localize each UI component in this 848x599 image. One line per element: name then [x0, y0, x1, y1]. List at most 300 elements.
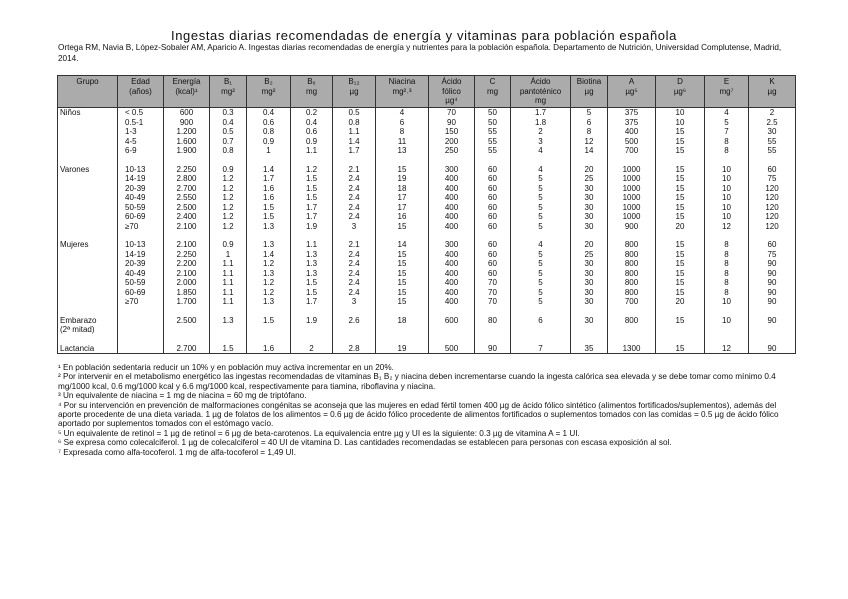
- table-cell: 300: [429, 240, 475, 250]
- table-cell: 15: [656, 127, 705, 137]
- table-cell: 1.1: [210, 278, 247, 288]
- column-header-line: mg²: [261, 86, 276, 96]
- table-cell: 2.400: [164, 212, 210, 222]
- table-cell: 30: [571, 222, 608, 232]
- table-cell: [656, 325, 705, 335]
- table-cell: 300: [429, 165, 475, 175]
- table-cell: 15: [376, 278, 429, 288]
- table-cell: 15: [656, 288, 705, 298]
- table-cell: 60: [475, 240, 511, 250]
- table-cell: 1.4: [247, 250, 291, 260]
- table-cell: 1.2: [210, 193, 247, 203]
- table-cell: 15: [376, 250, 429, 260]
- table-cell: 60: [475, 165, 511, 175]
- table-cell: 15: [376, 288, 429, 298]
- table-cell: 1.7: [247, 174, 291, 184]
- spacer-cell: [291, 231, 333, 240]
- table-cell: 3: [333, 222, 376, 232]
- table-cell: 1000: [608, 165, 656, 175]
- table-cell: 20: [656, 297, 705, 307]
- table-cell: 2.4: [333, 278, 376, 288]
- table-cell: [58, 212, 118, 222]
- table-cell: 50: [475, 108, 511, 118]
- column-header-line: K: [769, 77, 775, 86]
- column-header: [247, 76, 291, 108]
- table-cell: 15: [656, 278, 705, 288]
- table-cell: 60: [475, 222, 511, 232]
- column-header-line: (años): [129, 86, 152, 96]
- table-cell: 1.3: [291, 259, 333, 269]
- table-cell: 2.4: [333, 269, 376, 279]
- table-row: [58, 269, 796, 279]
- table-cell: 4: [376, 108, 429, 118]
- table-row: [58, 222, 796, 232]
- table-cell: 800: [608, 250, 656, 260]
- table-cell: 10: [656, 118, 705, 128]
- table-cell: 120: [749, 222, 796, 232]
- table-cell: 1.1: [210, 297, 247, 307]
- table-cell: 35: [571, 344, 608, 354]
- table-cell: 10: [705, 203, 749, 213]
- table-cell: 400: [429, 212, 475, 222]
- table-cell: 800: [608, 278, 656, 288]
- table-cell: 10: [705, 212, 749, 222]
- table-row: [58, 259, 796, 269]
- table-cell: 0.6: [291, 127, 333, 137]
- table-row: [58, 203, 796, 213]
- table-cell: [118, 325, 164, 335]
- spacer-cell: [376, 335, 429, 344]
- table-cell: 18: [376, 184, 429, 194]
- table-cell: 13: [376, 146, 429, 156]
- table-cell: 0.8: [247, 127, 291, 137]
- table-cell: 10: [705, 165, 749, 175]
- column-header-line: mg²˒³: [392, 86, 412, 96]
- table-cell: 70: [475, 278, 511, 288]
- spacer-cell: [705, 156, 749, 165]
- table-cell: 2.6: [333, 316, 376, 326]
- table-cell: 15: [656, 203, 705, 213]
- table-cell: 0.6: [247, 118, 291, 128]
- spacer-cell: [571, 156, 608, 165]
- table-cell: 2.5: [749, 118, 796, 128]
- table-cell: 4: [511, 240, 571, 250]
- column-header-line: mg: [486, 86, 499, 96]
- table-cell: 15: [656, 146, 705, 156]
- table-cell: 10-13: [118, 165, 164, 175]
- table-cell: 14: [571, 146, 608, 156]
- table-cell: 1.1: [210, 259, 247, 269]
- spacer-cell: [210, 335, 247, 344]
- table-cell: 90: [749, 269, 796, 279]
- table-cell: 70: [429, 108, 475, 118]
- table-cell: 2.500: [164, 316, 210, 326]
- table-cell: Embarazo: [58, 316, 118, 326]
- table-cell: 1.1: [210, 288, 247, 298]
- table-cell: 19: [376, 174, 429, 184]
- column-header: [475, 76, 511, 108]
- table-cell: 14-19: [118, 174, 164, 184]
- table-cell: 1.2: [210, 212, 247, 222]
- table-cell: 3: [333, 297, 376, 307]
- spacer-cell: [475, 156, 511, 165]
- table-cell: 400: [429, 174, 475, 184]
- table-cell: 15: [376, 269, 429, 279]
- spacer-cell: [247, 231, 291, 240]
- table-cell: 8: [705, 137, 749, 147]
- spacer-cell: [291, 156, 333, 165]
- table-cell: Niños: [58, 108, 118, 118]
- table-cell: 40-49: [118, 269, 164, 279]
- column-header-line: µg⁴: [445, 96, 458, 105]
- table-cell: 1.3: [291, 250, 333, 260]
- table-cell: 1.8: [511, 118, 571, 128]
- table-cell: 15: [656, 193, 705, 203]
- spacer-cell: [749, 335, 796, 344]
- table-cell: 90: [749, 297, 796, 307]
- spacer-cell: [511, 307, 571, 316]
- spacer-cell: [429, 307, 475, 316]
- table-row: [58, 278, 796, 288]
- table-row: [58, 146, 796, 156]
- table-cell: [58, 297, 118, 307]
- table-cell: 1.3: [247, 297, 291, 307]
- table-cell: 1.1: [291, 146, 333, 156]
- column-header: [291, 76, 333, 108]
- table-cell: [511, 325, 571, 335]
- table-cell: 2.700: [164, 184, 210, 194]
- table-cell: [705, 325, 749, 335]
- table-cell: 1000: [608, 174, 656, 184]
- table-cell: 70: [475, 297, 511, 307]
- spacer-cell: [705, 335, 749, 344]
- spacer-cell: [376, 231, 429, 240]
- table-cell: [291, 325, 333, 335]
- spacer-cell: [656, 231, 705, 240]
- spacer-cell: [749, 156, 796, 165]
- table-cell: 600: [429, 316, 475, 326]
- table-cell: 0.5: [333, 108, 376, 118]
- row-spacer: [58, 335, 796, 344]
- table-cell: 50: [475, 118, 511, 128]
- table-cell: 2.4: [333, 250, 376, 260]
- table-cell: 1.9: [291, 316, 333, 326]
- column-header-line: Ácido: [530, 77, 551, 86]
- table-cell: 55: [475, 137, 511, 147]
- spacer-cell: [333, 231, 376, 240]
- table-cell: 16: [376, 212, 429, 222]
- table-cell: 250: [429, 146, 475, 156]
- table-cell: 800: [608, 269, 656, 279]
- column-header: [429, 76, 475, 108]
- table-cell: 1.2: [210, 184, 247, 194]
- table-cell: 60: [475, 212, 511, 222]
- table-cell: 15: [376, 259, 429, 269]
- table-cell: 400: [429, 203, 475, 213]
- table-cell: 90: [749, 316, 796, 326]
- table-cell: 1.3: [247, 222, 291, 232]
- table-cell: 2.8: [333, 344, 376, 354]
- table-cell: 0.9: [210, 165, 247, 175]
- table-cell: 400: [429, 250, 475, 260]
- table-cell: [58, 222, 118, 232]
- column-header: [656, 76, 705, 108]
- table-cell: 10: [705, 193, 749, 203]
- table-cell: < 0.5: [118, 108, 164, 118]
- column-header-line: B₂: [264, 77, 273, 86]
- table-cell: 6: [376, 118, 429, 128]
- table-cell: 1.3: [291, 269, 333, 279]
- spacer-cell: [333, 156, 376, 165]
- table-cell: 2.000: [164, 278, 210, 288]
- table-cell: 10: [705, 316, 749, 326]
- table-cell: 2: [291, 344, 333, 354]
- table-cell: 0.2: [291, 108, 333, 118]
- table-cell: 400: [429, 297, 475, 307]
- table-cell: 1.3: [247, 269, 291, 279]
- table-cell: [429, 325, 475, 335]
- table-cell: 55: [475, 127, 511, 137]
- table-cell: 375: [608, 118, 656, 128]
- column-header-line: Energía: [172, 77, 201, 86]
- table-cell: 2.550: [164, 193, 210, 203]
- spacer-cell: [511, 231, 571, 240]
- spacer-cell: [656, 335, 705, 344]
- table-cell: 2.250: [164, 250, 210, 260]
- table-cell: 60: [475, 184, 511, 194]
- column-header-line: pantoténico: [519, 86, 562, 96]
- table-cell: 3: [511, 137, 571, 147]
- table-cell: [608, 325, 656, 335]
- table-cell: 500: [608, 137, 656, 147]
- table-cell: 0.8: [333, 118, 376, 128]
- column-header-line: mg: [534, 96, 547, 105]
- table-cell: 2: [511, 127, 571, 137]
- column-header-line: D: [677, 77, 683, 86]
- table-cell: 30: [571, 278, 608, 288]
- table-cell: 80: [475, 316, 511, 326]
- table-cell: 1.2: [210, 174, 247, 184]
- table-cell: 400: [608, 127, 656, 137]
- column-header-line: µg: [584, 86, 594, 96]
- spacer-cell: [118, 335, 164, 344]
- spacer-cell: [210, 307, 247, 316]
- table-cell: [58, 288, 118, 298]
- table-cell: 1.2: [291, 165, 333, 175]
- table-cell: 90: [749, 278, 796, 288]
- table-cell: 1.9: [291, 222, 333, 232]
- table-cell: (2ª mitad): [58, 325, 118, 335]
- table-cell: 600: [164, 108, 210, 118]
- table-cell: 75: [749, 250, 796, 260]
- table-cell: 1: [247, 146, 291, 156]
- table-row: [58, 212, 796, 222]
- footnote: ⁵ Un equivalente de retinol = 1 µg de retinol = 6 µg de beta-carotenos. La equivalencia entre µg y UI es la siguiente: 0.3 µg de vitamina A = 1 UI.: [58, 428, 580, 438]
- spacer-cell: [475, 307, 511, 316]
- table-cell: 5: [511, 212, 571, 222]
- spacer-cell: [118, 231, 164, 240]
- table-cell: 70: [475, 288, 511, 298]
- table-cell: 30: [571, 297, 608, 307]
- spacer-cell: [571, 231, 608, 240]
- table-cell: 375: [608, 108, 656, 118]
- table-cell: 1.6: [247, 344, 291, 354]
- table-cell: 30: [571, 269, 608, 279]
- footnote: ¹ En población sedentaria reducir un 10% y en población muy activa incrementar en un 20%.: [58, 363, 394, 372]
- table-cell: 55: [749, 146, 796, 156]
- table-cell: 8: [705, 259, 749, 269]
- spacer-cell: [210, 231, 247, 240]
- table-cell: 400: [429, 278, 475, 288]
- table-cell: 5: [511, 184, 571, 194]
- footnote: ⁶ Se expresa como colecalciferol. 1 µg de colecalciferol = 40 UI de vitamina D. Las cantidades recomendadas se establecen para personas con escasa exposición al sol.: [58, 438, 672, 448]
- table-cell: 14-19: [118, 250, 164, 260]
- table-cell: 15: [656, 184, 705, 194]
- spacer-cell: [656, 156, 705, 165]
- table-cell: 60-69: [118, 288, 164, 298]
- table-cell: 0.9: [210, 240, 247, 250]
- table-cell: 2.4: [333, 259, 376, 269]
- table-cell: 1.4: [247, 165, 291, 175]
- table-cell: 19: [376, 344, 429, 354]
- table-row: [58, 127, 796, 137]
- table-cell: 900: [164, 118, 210, 128]
- table-cell: 120: [749, 212, 796, 222]
- table-cell: 30: [571, 316, 608, 326]
- table-cell: Lactancia: [58, 344, 118, 354]
- column-header: [571, 76, 608, 108]
- table-cell: [58, 174, 118, 184]
- table-cell: 20: [571, 240, 608, 250]
- spacer-cell: [429, 156, 475, 165]
- table-cell: 1.5: [291, 288, 333, 298]
- table-cell: 8: [571, 127, 608, 137]
- table-cell: [376, 325, 429, 335]
- table-cell: 400: [429, 269, 475, 279]
- table-cell: 5: [511, 193, 571, 203]
- table-cell: [58, 127, 118, 137]
- table-cell: 0.8: [210, 146, 247, 156]
- spacer-cell: [571, 335, 608, 344]
- table-cell: 5: [511, 174, 571, 184]
- table-cell: 2.100: [164, 240, 210, 250]
- table-cell: 5: [511, 203, 571, 213]
- spacer-cell: [608, 335, 656, 344]
- table-row: [58, 137, 796, 147]
- table-cell: 10: [705, 174, 749, 184]
- table-cell: 6: [571, 118, 608, 128]
- table-cell: 12: [571, 137, 608, 147]
- table-cell: 8: [376, 127, 429, 137]
- table-cell: 17: [376, 193, 429, 203]
- table-cell: 1.5: [291, 184, 333, 194]
- table-cell: 0.4: [247, 108, 291, 118]
- table-cell: 1000: [608, 184, 656, 194]
- spacer-cell: [376, 307, 429, 316]
- table-cell: 400: [429, 193, 475, 203]
- table-cell: 0.7: [210, 137, 247, 147]
- footnote: ³ Un equivalente de niacina = 1 mg de niacina = 60 mg de triptófano.: [58, 391, 307, 401]
- table-cell: [58, 203, 118, 213]
- table-cell: 8: [705, 269, 749, 279]
- table-cell: 2.200: [164, 259, 210, 269]
- spacer-cell: [58, 156, 118, 165]
- table-cell: 2.100: [164, 269, 210, 279]
- column-header-line: fólico: [442, 86, 461, 96]
- spacer-cell: [247, 335, 291, 344]
- table-cell: 90: [749, 259, 796, 269]
- column-header-line: Edad: [131, 77, 150, 86]
- table-cell: 17: [376, 203, 429, 213]
- table-cell: 0.5-1: [118, 118, 164, 128]
- spacer-cell: [164, 231, 210, 240]
- table-cell: 0.4: [291, 118, 333, 128]
- spacer-cell: [164, 335, 210, 344]
- table-cell: 15: [376, 222, 429, 232]
- table-cell: 5: [705, 118, 749, 128]
- table-cell: 12: [705, 222, 749, 232]
- table-cell: 7: [511, 344, 571, 354]
- table-cell: 800: [608, 316, 656, 326]
- spacer-cell: [608, 231, 656, 240]
- table-cell: 60: [475, 269, 511, 279]
- table-cell: ≥70: [118, 297, 164, 307]
- table-cell: 1.5: [291, 193, 333, 203]
- column-header-line: B₁₂: [348, 77, 360, 86]
- table-cell: 30: [571, 184, 608, 194]
- table-cell: 2.4: [333, 184, 376, 194]
- table-cell: 2.4: [333, 203, 376, 213]
- table-row: [58, 165, 796, 175]
- table-cell: 0.9: [291, 137, 333, 147]
- table-cell: [58, 259, 118, 269]
- table-row: [58, 174, 796, 184]
- table-cell: 4: [511, 146, 571, 156]
- spacer-cell: [475, 335, 511, 344]
- column-header-line: Grupo: [76, 77, 99, 86]
- spacer-cell: [656, 307, 705, 316]
- column-header-line: E: [723, 77, 730, 86]
- table-cell: 2.1: [333, 165, 376, 175]
- table-cell: [118, 316, 164, 326]
- spacer-cell: [475, 231, 511, 240]
- table-cell: 0.5: [210, 127, 247, 137]
- table-cell: 15: [656, 212, 705, 222]
- table-cell: 20: [571, 165, 608, 175]
- table-cell: 700: [608, 146, 656, 156]
- table-cell: 0.9: [247, 137, 291, 147]
- column-header-line: Biotina: [576, 77, 602, 86]
- table-cell: 1.7: [291, 297, 333, 307]
- table-cell: 2.800: [164, 174, 210, 184]
- spacer-cell: [705, 231, 749, 240]
- table-row: [58, 240, 796, 250]
- footnotes: [58, 363, 798, 457]
- spacer-cell: [333, 335, 376, 344]
- column-header-line: B₁: [223, 77, 233, 86]
- table-cell: 5: [511, 259, 571, 269]
- table-cell: 25: [571, 174, 608, 184]
- column-header-line: C: [489, 77, 496, 86]
- table-cell: 1.7: [291, 203, 333, 213]
- table-cell: 1.2: [247, 259, 291, 269]
- table-cell: [164, 325, 210, 335]
- table-cell: 120: [749, 193, 796, 203]
- spacer-cell: [511, 156, 571, 165]
- table-cell: 400: [429, 222, 475, 232]
- table-cell: 400: [429, 259, 475, 269]
- table-cell: [58, 269, 118, 279]
